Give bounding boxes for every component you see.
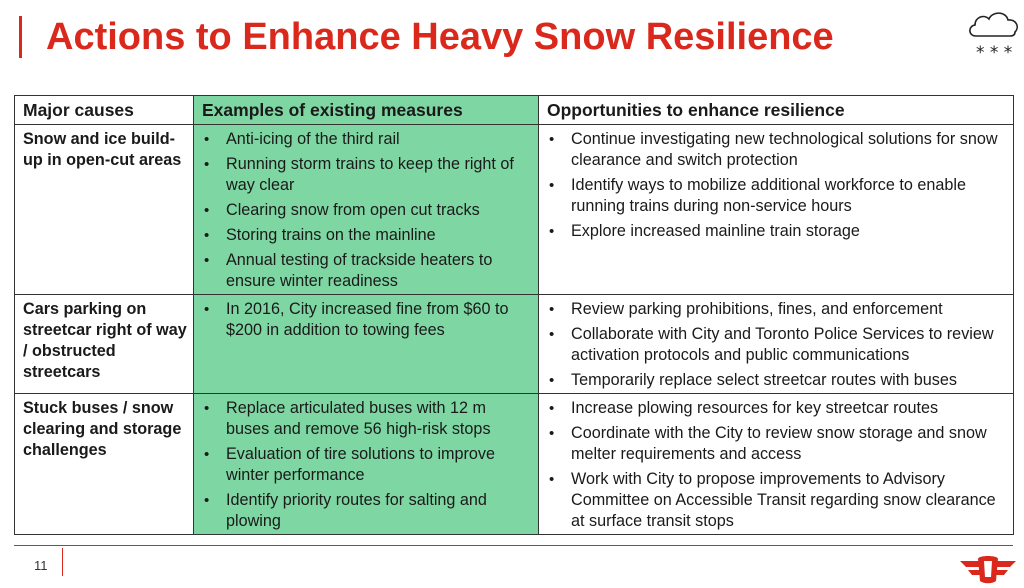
page-title: Actions to Enhance Heavy Snow Resilience — [46, 16, 834, 58]
list-item: • Collaborate with City and Toronto Police Services to review activation protocols and public communications — [547, 324, 1007, 366]
table-header-row — [15, 96, 1014, 125]
title-accent-bar — [19, 16, 22, 58]
list-item: • Identify ways to mobilize additional workforce to enable running trains during non-service hours — [547, 175, 1007, 217]
list-item: • Continue investigating new technological solutions for snow clearance and switch protection — [547, 129, 1007, 171]
header-major-causes: Major causes — [15, 96, 194, 125]
list-item: • Increase plowing resources for key streetcar routes — [547, 398, 1007, 419]
existing-measures-cell — [194, 295, 539, 394]
existing-measures-cell — [194, 125, 539, 295]
list-item: • Storing trains on the mainline — [202, 225, 532, 246]
page-number-divider — [62, 548, 63, 576]
list-item: • In 2016, City increased fine from $60 to $200 in addition to towing fees — [202, 299, 532, 341]
header-opportunities: Opportunities to enhance resilience — [539, 96, 1014, 125]
snow-cloud-icon — [964, 6, 1024, 62]
table-row — [15, 125, 1014, 295]
list-item: • Annual testing of trackside heaters to ensure winter readiness — [202, 250, 532, 292]
list-item: • Coordinate with the City to review snow storage and snow melter requirements and access — [547, 423, 1007, 465]
cause-cell: Cars parking on streetcar right of way / obstructed streetcars — [15, 295, 194, 394]
opportunities-cell — [539, 394, 1014, 535]
table-row — [15, 394, 1014, 535]
header-existing-measures: Examples of existing measures — [194, 96, 539, 125]
list-item: • Explore increased mainline train storage — [547, 221, 1007, 242]
list-item: • Review parking prohibitions, fines, and enforcement — [547, 299, 1007, 320]
footer-divider — [14, 545, 1013, 546]
list-item: • Work with City to propose improvements to Advisory Committee on Accessible Transit regarding snow clearance at surface transit stops — [547, 469, 1007, 532]
list-item: • Anti-icing of the third rail — [202, 129, 532, 150]
list-item: • Running storm trains to keep the right of way clear — [202, 154, 532, 196]
list-item: • Evaluation of tire solutions to improve winter performance — [202, 444, 532, 486]
list-item: • Clearing snow from open cut tracks — [202, 200, 532, 221]
list-item: • Temporarily replace select streetcar routes with buses — [547, 370, 1007, 391]
ttc-logo-icon — [958, 553, 1018, 585]
opportunities-cell — [539, 295, 1014, 394]
table-row — [15, 295, 1014, 394]
cause-cell: Snow and ice build-up in open-cut areas — [15, 125, 194, 295]
existing-measures-cell — [194, 394, 539, 535]
page-number: 11 — [34, 558, 48, 573]
cause-cell: Stuck buses / snow clearing and storage challenges — [15, 394, 194, 535]
resilience-table — [14, 95, 1014, 535]
svg-text:* * *: * * * — [976, 43, 1013, 62]
opportunities-cell — [539, 125, 1014, 295]
list-item: • Replace articulated buses with 12 m buses and remove 56 high-risk stops — [202, 398, 532, 440]
list-item: • Identify priority routes for salting and plowing — [202, 490, 532, 532]
